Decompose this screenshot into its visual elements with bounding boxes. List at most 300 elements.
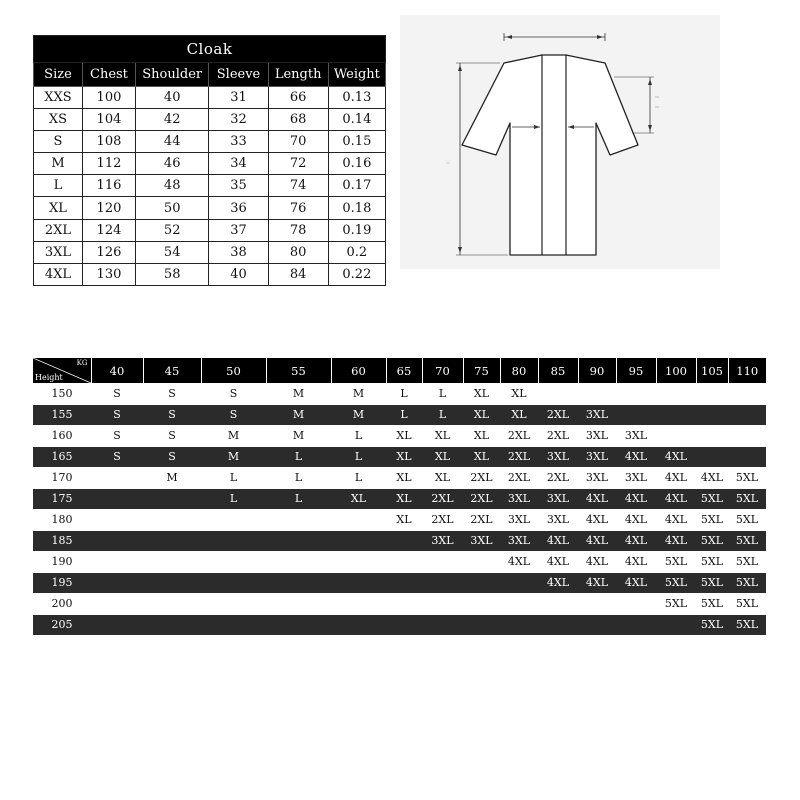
recommended-size-cell (331, 551, 386, 572)
recommended-size-cell (422, 572, 463, 593)
recommended-size-cell: 4XL (616, 572, 656, 593)
cloak-table-row (34, 241, 386, 263)
cloak-col-header: Length (268, 63, 328, 87)
height-row-label: 165 (33, 446, 91, 467)
recommended-size-cell: 5XL (696, 551, 728, 572)
cloak-size-cell: S (34, 131, 83, 153)
weight-column-header: 60 (331, 358, 386, 383)
recommended-size-cell: L (422, 383, 463, 404)
recommended-size-cell: M (331, 383, 386, 404)
size-chart-row (33, 551, 766, 572)
cloak-value-cell: 31 (209, 87, 268, 109)
recommended-size-cell (728, 425, 766, 446)
cloak-size-cell: 2XL (34, 219, 83, 241)
weight-column-header: 45 (143, 358, 201, 383)
recommended-size-cell: 4XL (656, 509, 696, 530)
recommended-size-cell: 2XL (500, 467, 538, 488)
recommended-size-cell (656, 383, 696, 404)
recommended-size-cell (386, 614, 422, 635)
cloak-size-cell: L (34, 175, 83, 197)
recommended-size-cell: 5XL (696, 530, 728, 551)
weight-column-header: 95 (616, 358, 656, 383)
recommended-size-cell: L (201, 488, 266, 509)
cloak-value-cell: 78 (268, 219, 328, 241)
recommended-size-cell: 4XL (696, 467, 728, 488)
recommended-size-cell (91, 467, 143, 488)
recommended-size-cell (386, 593, 422, 614)
recommended-size-cell: 2XL (538, 404, 578, 425)
cloak-outline-illustration (400, 15, 720, 269)
recommended-size-cell: S (143, 425, 201, 446)
recommended-size-cell (91, 509, 143, 530)
weight-column-header: 110 (728, 358, 766, 383)
recommended-size-cell: L (266, 467, 331, 488)
recommended-size-cell: 4XL (538, 551, 578, 572)
cloak-value-cell: 34 (209, 153, 268, 175)
recommended-size-cell: M (331, 404, 386, 425)
recommended-size-cell: XL (386, 467, 422, 488)
recommended-size-cell: 4XL (578, 551, 616, 572)
recommended-size-cell (143, 572, 201, 593)
cloak-table-row (34, 197, 386, 219)
recommended-size-cell: 4XL (578, 488, 616, 509)
recommended-size-cell: XL (386, 488, 422, 509)
cloak-value-cell: 42 (135, 109, 208, 131)
recommended-size-cell: 4XL (578, 509, 616, 530)
cloak-value-cell: 100 (82, 87, 135, 109)
recommended-size-cell: 5XL (728, 467, 766, 488)
cloak-table-body (34, 87, 386, 286)
recommended-size-cell (91, 572, 143, 593)
cloak-table-row (34, 131, 386, 153)
size-chart-row (33, 509, 766, 530)
cloak-value-cell: 46 (135, 153, 208, 175)
cloak-size-cell: XXS (34, 87, 83, 109)
corner-kg-label: KG (76, 359, 88, 367)
recommended-size-cell (266, 530, 331, 551)
recommended-size-cell: XL (463, 383, 500, 404)
recommended-size-cell: 5XL (656, 572, 696, 593)
weight-column-header: 85 (538, 358, 578, 383)
recommended-size-cell (656, 614, 696, 635)
recommended-size-cell (91, 593, 143, 614)
recommended-size-cell: 3XL (578, 446, 616, 467)
cloak-col-header: Shoulder (135, 63, 208, 87)
cloak-value-cell: 44 (135, 131, 208, 153)
cloak-col-header: Weight (328, 63, 385, 87)
recommended-size-cell: 2XL (500, 425, 538, 446)
height-row-label: 170 (33, 467, 91, 488)
cloak-value-cell: 38 (209, 241, 268, 263)
cloak-value-cell: 76 (268, 197, 328, 219)
cloak-size-cell: XS (34, 109, 83, 131)
recommended-size-cell: S (201, 404, 266, 425)
recommended-size-cell: 4XL (656, 530, 696, 551)
recommended-size-cell (463, 614, 500, 635)
recommended-size-cell (331, 530, 386, 551)
height-row-label: 190 (33, 551, 91, 572)
cloak-value-cell: 72 (268, 153, 328, 175)
recommended-size-cell (696, 425, 728, 446)
size-chart-row (33, 614, 766, 635)
recommended-size-cell (91, 488, 143, 509)
recommended-size-cell: 3XL (578, 467, 616, 488)
recommended-size-cell: XL (386, 446, 422, 467)
recommended-size-cell: 4XL (656, 467, 696, 488)
recommended-size-cell: 4XL (656, 446, 696, 467)
recommended-size-cell: 3XL (500, 509, 538, 530)
height-row-label: 200 (33, 593, 91, 614)
recommended-size-cell: L (331, 425, 386, 446)
height-row-label: 150 (33, 383, 91, 404)
recommended-size-cell: XL (422, 425, 463, 446)
recommended-size-cell (201, 509, 266, 530)
recommended-size-cell (143, 509, 201, 530)
recommended-size-cell: XL (463, 425, 500, 446)
cloak-value-cell: 108 (82, 131, 135, 153)
recommended-size-cell (143, 530, 201, 551)
height-row-label: 205 (33, 614, 91, 635)
recommended-size-cell: S (143, 446, 201, 467)
weight-column-header: 40 (91, 358, 143, 383)
size-chart-row (33, 446, 766, 467)
cloak-table-row (34, 87, 386, 109)
recommended-size-cell: 5XL (656, 551, 696, 572)
recommended-size-cell: 5XL (728, 593, 766, 614)
recommended-size-cell (266, 593, 331, 614)
recommended-size-cell: 2XL (463, 488, 500, 509)
cloak-header-row (34, 63, 386, 87)
recommended-size-cell (696, 383, 728, 404)
recommended-size-cell: 5XL (656, 593, 696, 614)
recommended-size-cell (463, 551, 500, 572)
recommended-size-cell (386, 551, 422, 572)
recommended-size-cell: 5XL (728, 530, 766, 551)
cloak-col-header: Sleeve (209, 63, 268, 87)
cloak-value-cell: 70 (268, 131, 328, 153)
cloak-value-cell: 37 (209, 219, 268, 241)
recommended-size-cell (201, 572, 266, 593)
size-chart-row (33, 467, 766, 488)
recommended-size-cell: S (91, 383, 143, 404)
recommended-size-cell: M (266, 404, 331, 425)
recommended-size-cell: S (143, 383, 201, 404)
recommended-size-cell: 5XL (728, 509, 766, 530)
recommended-size-cell (91, 530, 143, 551)
size-chart-row (33, 404, 766, 425)
recommended-size-cell (616, 404, 656, 425)
cloak-size-cell: 3XL (34, 241, 83, 263)
recommended-size-cell: 4XL (656, 488, 696, 509)
cloak-value-cell: 0.19 (328, 219, 385, 241)
weight-column-header: 65 (386, 358, 422, 383)
cloak-value-cell: 35 (209, 175, 268, 197)
recommended-size-cell: S (91, 446, 143, 467)
size-chart-row (33, 530, 766, 551)
recommended-size-cell: 5XL (728, 488, 766, 509)
height-row-label: 160 (33, 425, 91, 446)
height-row-label: 185 (33, 530, 91, 551)
cloak-value-cell: 112 (82, 153, 135, 175)
recommended-size-cell: 3XL (578, 404, 616, 425)
cloak-value-cell: 66 (268, 87, 328, 109)
recommended-size-cell (422, 551, 463, 572)
recommended-size-cell (422, 614, 463, 635)
recommended-size-cell (728, 404, 766, 425)
recommended-size-cell: 5XL (696, 488, 728, 509)
recommended-size-cell: M (143, 467, 201, 488)
recommended-size-cell: L (331, 446, 386, 467)
cloak-value-cell: 80 (268, 241, 328, 263)
weight-column-header: 100 (656, 358, 696, 383)
recommended-size-cell: XL (463, 404, 500, 425)
recommended-size-cell: 4XL (578, 530, 616, 551)
recommended-size-cell: 3XL (616, 467, 656, 488)
cloak-size-table (33, 35, 386, 286)
recommended-size-cell (578, 614, 616, 635)
recommended-size-cell: XL (386, 509, 422, 530)
recommended-size-cell (578, 383, 616, 404)
weight-column-header: 75 (463, 358, 500, 383)
weight-header-row (33, 358, 766, 383)
recommended-size-cell: M (266, 383, 331, 404)
cloak-size-cell: 4XL (34, 263, 83, 285)
cloak-value-cell: 68 (268, 109, 328, 131)
recommended-size-cell: 5XL (728, 614, 766, 635)
cloak-value-cell: 40 (209, 263, 268, 285)
recommended-size-cell: 2XL (422, 488, 463, 509)
recommended-size-cell (386, 572, 422, 593)
recommended-size-cell (616, 593, 656, 614)
recommended-size-cell (538, 614, 578, 635)
recommended-size-cell: 5XL (696, 593, 728, 614)
recommended-size-cell (538, 593, 578, 614)
cloak-measurement-diagram (400, 15, 720, 269)
recommended-size-cell (500, 593, 538, 614)
recommended-size-cell: 3XL (500, 530, 538, 551)
recommended-size-cell (538, 383, 578, 404)
recommended-size-cell: 5XL (696, 509, 728, 530)
recommended-size-cell: L (331, 467, 386, 488)
recommended-size-cell (201, 614, 266, 635)
recommended-size-cell (201, 593, 266, 614)
cloak-value-cell: 32 (209, 109, 268, 131)
recommended-size-cell: 2XL (463, 509, 500, 530)
recommended-size-cell: 3XL (578, 425, 616, 446)
weight-column-header: 50 (201, 358, 266, 383)
cloak-table-row (34, 153, 386, 175)
recommended-size-cell (266, 614, 331, 635)
recommended-size-cell: S (91, 404, 143, 425)
recommended-size-cell: 2XL (463, 467, 500, 488)
recommended-size-cell (143, 551, 201, 572)
recommended-size-cell: XL (422, 446, 463, 467)
cloak-value-cell: 116 (82, 175, 135, 197)
weight-column-header: 105 (696, 358, 728, 383)
recommended-size-cell: 2XL (538, 425, 578, 446)
recommended-size-cell (422, 593, 463, 614)
recommended-size-cell (728, 446, 766, 467)
cloak-table-row (34, 109, 386, 131)
cloak-value-cell: 0.22 (328, 263, 385, 285)
recommended-size-cell (656, 404, 696, 425)
cloak-table-row (34, 219, 386, 241)
height-row-label: 180 (33, 509, 91, 530)
recommended-size-cell: L (386, 404, 422, 425)
recommended-size-cell (331, 614, 386, 635)
recommended-size-cell: 4XL (538, 572, 578, 593)
height-row-label: 155 (33, 404, 91, 425)
recommended-size-cell (143, 614, 201, 635)
cloak-value-cell: 0.13 (328, 87, 385, 109)
recommended-size-cell: 3XL (538, 446, 578, 467)
recommended-size-cell (201, 530, 266, 551)
recommended-size-cell: 3XL (616, 425, 656, 446)
recommended-size-cell: 4XL (538, 530, 578, 551)
cloak-value-cell: 0.15 (328, 131, 385, 153)
recommended-size-cell: 4XL (616, 446, 656, 467)
recommended-size-cell: S (91, 425, 143, 446)
recommended-size-cell (578, 593, 616, 614)
recommended-size-cell (696, 404, 728, 425)
recommended-size-cell: S (143, 404, 201, 425)
recommended-size-cell: 5XL (696, 614, 728, 635)
cloak-value-cell: 74 (268, 175, 328, 197)
recommended-size-cell (728, 383, 766, 404)
height-row-label: 195 (33, 572, 91, 593)
weight-column-header: 70 (422, 358, 463, 383)
cloak-value-cell: 36 (209, 197, 268, 219)
recommended-size-cell (616, 383, 656, 404)
weight-column-header: 90 (578, 358, 616, 383)
cloak-value-cell: 33 (209, 131, 268, 153)
cloak-value-cell: 58 (135, 263, 208, 285)
recommended-size-cell (463, 593, 500, 614)
recommended-size-cell: XL (500, 383, 538, 404)
cloak-value-cell: 84 (268, 263, 328, 285)
recommended-size-cell (331, 572, 386, 593)
recommended-size-cell: L (201, 467, 266, 488)
recommended-size-cell: L (422, 404, 463, 425)
recommended-size-cell: 3XL (500, 488, 538, 509)
recommended-size-cell: 2XL (500, 446, 538, 467)
recommended-size-cell: 3XL (538, 488, 578, 509)
cloak-value-cell: 124 (82, 219, 135, 241)
height-row-label: 175 (33, 488, 91, 509)
recommended-size-cell: 5XL (728, 572, 766, 593)
size-chart-row (33, 593, 766, 614)
recommended-size-cell (266, 509, 331, 530)
cloak-size-cell: M (34, 153, 83, 175)
weight-column-header: 80 (500, 358, 538, 383)
corner-height-label: Height (35, 373, 63, 382)
recommended-size-cell: XL (422, 467, 463, 488)
cloak-value-cell: 50 (135, 197, 208, 219)
size-chart-row (33, 488, 766, 509)
recommended-size-cell: 3XL (422, 530, 463, 551)
recommended-size-cell (266, 551, 331, 572)
chart-corner-cell (33, 358, 91, 383)
weight-column-header: 55 (266, 358, 331, 383)
recommended-size-cell (331, 593, 386, 614)
recommended-size-cell (386, 530, 422, 551)
recommended-size-cell: L (266, 446, 331, 467)
recommended-size-cell: 2XL (538, 467, 578, 488)
cloak-value-cell: 52 (135, 219, 208, 241)
recommended-size-cell (463, 572, 500, 593)
recommended-size-cell: 4XL (616, 488, 656, 509)
recommended-size-cell: M (201, 425, 266, 446)
recommended-size-cell: 4XL (616, 530, 656, 551)
cloak-value-cell: 40 (135, 87, 208, 109)
recommended-size-cell: 4XL (578, 572, 616, 593)
cloak-value-cell: 126 (82, 241, 135, 263)
size-chart-row (33, 383, 766, 404)
cloak-size-cell: XL (34, 197, 83, 219)
recommended-size-cell: 4XL (500, 551, 538, 572)
height-weight-size-chart (33, 358, 766, 636)
recommended-size-cell: 3XL (538, 509, 578, 530)
recommended-size-cell (696, 446, 728, 467)
recommended-size-cell (91, 551, 143, 572)
recommended-size-cell (656, 425, 696, 446)
recommended-size-cell (91, 614, 143, 635)
cloak-value-cell: 48 (135, 175, 208, 197)
size-chart-row (33, 572, 766, 593)
recommended-size-cell: XL (463, 446, 500, 467)
recommended-size-cell: 2XL (422, 509, 463, 530)
cloak-value-cell: 0.16 (328, 153, 385, 175)
recommended-size-cell (143, 593, 201, 614)
recommended-size-cell: 5XL (728, 551, 766, 572)
recommended-size-cell (616, 614, 656, 635)
cloak-col-header: Size (34, 63, 83, 87)
recommended-size-cell: 3XL (463, 530, 500, 551)
cloak-value-cell: 54 (135, 241, 208, 263)
recommended-size-cell: 5XL (696, 572, 728, 593)
recommended-size-cell: L (386, 383, 422, 404)
recommended-size-cell: M (201, 446, 266, 467)
recommended-size-cell (331, 509, 386, 530)
cloak-col-header: Chest (82, 63, 135, 87)
recommended-size-cell (266, 572, 331, 593)
recommended-size-cell (500, 572, 538, 593)
recommended-size-cell: XL (331, 488, 386, 509)
cloak-value-cell: 120 (82, 197, 135, 219)
recommended-size-cell (500, 614, 538, 635)
cloak-value-cell: 0.18 (328, 197, 385, 219)
cloak-table-row (34, 263, 386, 285)
recommended-size-cell: M (266, 425, 331, 446)
recommended-size-cell (201, 551, 266, 572)
recommended-size-cell: XL (386, 425, 422, 446)
cloak-value-cell: 0.2 (328, 241, 385, 263)
size-chart-body (33, 383, 766, 635)
cloak-table-row (34, 175, 386, 197)
size-chart-row (33, 425, 766, 446)
recommended-size-cell: XL (500, 404, 538, 425)
recommended-size-cell: 4XL (616, 551, 656, 572)
cloak-value-cell: 0.14 (328, 109, 385, 131)
cloak-table-title: Cloak (34, 36, 386, 63)
recommended-size-cell (143, 488, 201, 509)
cloak-value-cell: 130 (82, 263, 135, 285)
recommended-size-cell: 4XL (616, 509, 656, 530)
recommended-size-cell: L (266, 488, 331, 509)
cloak-value-cell: 104 (82, 109, 135, 131)
recommended-size-cell: S (201, 383, 266, 404)
cloak-value-cell: 0.17 (328, 175, 385, 197)
